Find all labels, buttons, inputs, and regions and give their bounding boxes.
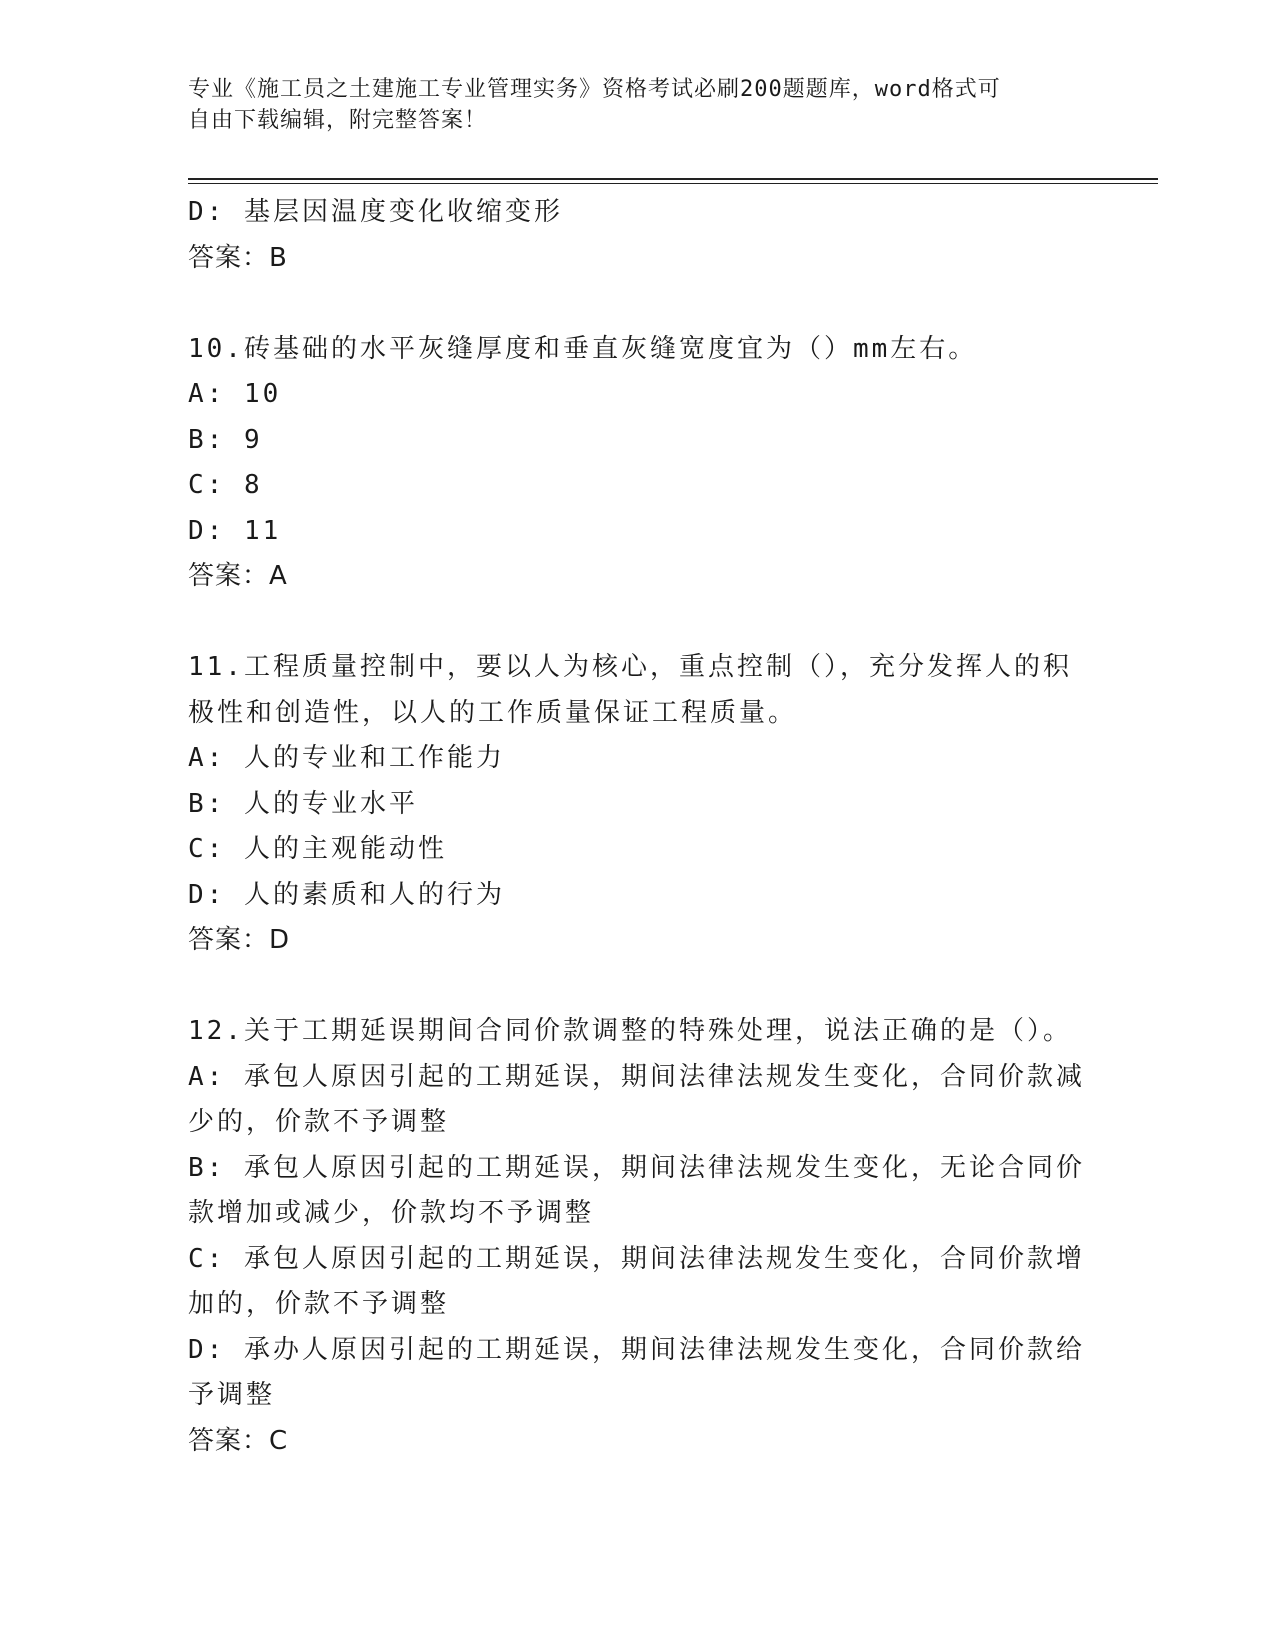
option-b: B: 人的专业水平 [188, 788, 418, 819]
option-a: A: 10 [188, 379, 282, 409]
spacer [188, 964, 1088, 1010]
option-d-line-1: D: 承办人原因引起的工期延误，期间法律法规发生变化，合同价款给 [188, 1334, 1085, 1365]
spacer [188, 600, 1088, 646]
document-body [188, 190, 1088, 1464]
question-stem: 12.关于工期延误期间合同价款调整的特殊处理，说法正确的是（）。 [188, 1016, 1072, 1046]
question-stem: 10.砖基础的水平灰缝厚度和垂直灰缝宽度宜为（）mm左右。 [188, 333, 978, 364]
page-header [188, 74, 1088, 136]
option-c-line-1: C: 承包人原因引起的工期延误，期间法律法规发生变化，合同价款增 [188, 1243, 1085, 1274]
header-title-line-2: 自由下载编辑，附完整答案！ [188, 108, 488, 133]
question-12 [188, 1009, 1088, 1464]
option-c: C: 人的主观能动性 [188, 834, 447, 864]
spacer [188, 281, 1088, 327]
option-d-line-2: 予调整 [188, 1380, 276, 1410]
option-b: B: 9 [188, 424, 263, 455]
option-a: A: 人的专业和工作能力 [188, 743, 505, 773]
option-a-line-1: A: 承包人原因引起的工期延误，期间法律法规发生变化，合同价款减 [188, 1061, 1085, 1092]
option-d: D: 11 [188, 515, 282, 546]
option-d: D: 人的素质和人的行为 [188, 879, 505, 910]
question-11 [188, 645, 1088, 964]
option-a-line-2: 少的，价款不予调整 [188, 1107, 450, 1137]
option-b-line-2: 款增加或减少，价款均不予调整 [188, 1198, 595, 1228]
option-b-line-1: B: 承包人原因引起的工期延误，期间法律法规发生变化，无论合同价 [188, 1152, 1085, 1183]
question-10 [188, 327, 1088, 600]
answer: 答案：A [188, 561, 288, 591]
answer: 答案：D [188, 925, 291, 955]
option-c: C: 8 [188, 470, 263, 500]
header-divider-thin [188, 183, 1158, 184]
header-divider-thick [188, 178, 1158, 180]
answer: 答案：C [188, 1425, 289, 1456]
question-stem-line-1: 11.工程质量控制中，要以人为核心，重点控制（），充分发挥人的积 [188, 652, 1072, 682]
header-title-line-1: 专业《施工员之土建施工专业管理实务》资格考试必刷200题题库，word格式可 [188, 77, 1001, 102]
prev-option-d: D: 基层因温度变化收缩变形 [188, 197, 563, 227]
question-stem-line-2: 极性和创造性，以人的工作质量保证工程质量。 [188, 697, 798, 728]
prev-answer: 答案：B [188, 242, 288, 273]
option-c-line-2: 加的，价款不予调整 [188, 1289, 450, 1319]
